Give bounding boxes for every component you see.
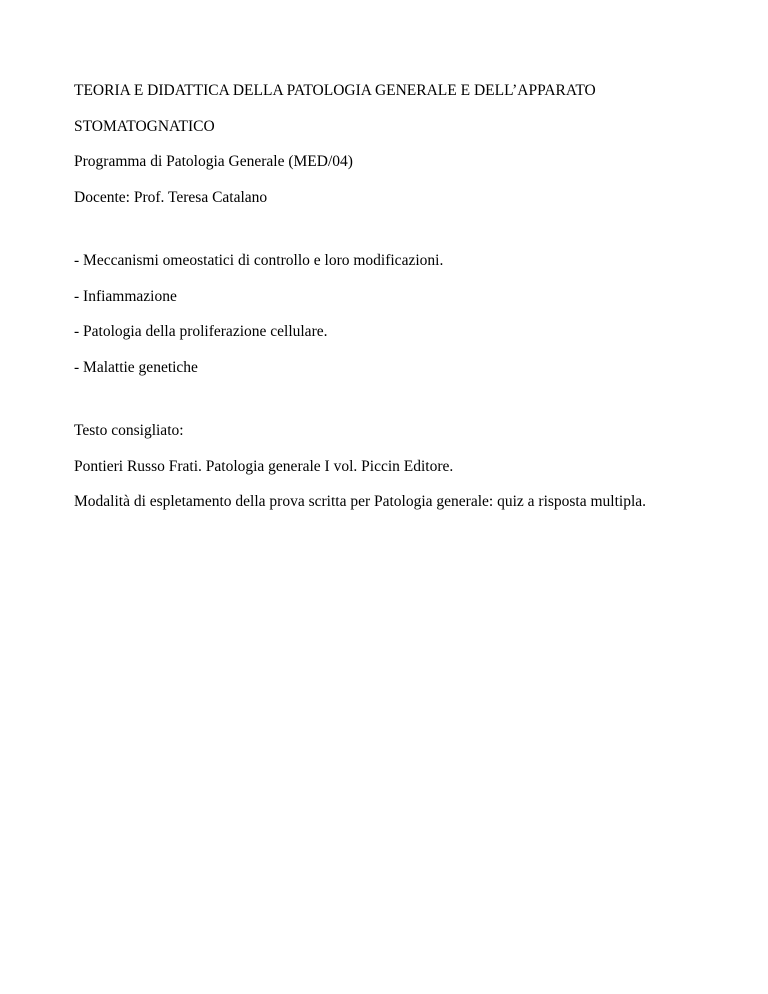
program-line: Programma di Patologia Generale (MED/04)	[74, 153, 353, 170]
teacher-line: Docente: Prof. Teresa Catalano	[74, 189, 268, 206]
exam-mode-line: Modalità di espletamento della prova scritta per Patologia generale: quiz a risposta multipla.	[74, 493, 647, 510]
topic-item: - Malattie genetiche	[74, 359, 198, 376]
textbook-heading: Testo consigliato:	[74, 422, 184, 439]
document-title-line-1: TEORIA E DIDATTICA DELLA PATOLOGIA GENERALE E DELL’APPARATO	[74, 82, 596, 99]
topic-item: - Meccanismi omeostatici di controllo e loro modificazioni.	[74, 252, 444, 269]
textbook-line: Pontieri Russo Frati. Patologia generale I vol. Piccin Editore.	[74, 458, 454, 475]
topic-item: - Infiammazione	[74, 288, 177, 305]
topic-item: - Patologia della proliferazione cellulare.	[74, 323, 328, 340]
document-title-line-2: STOMATOGNATICO	[74, 118, 215, 135]
